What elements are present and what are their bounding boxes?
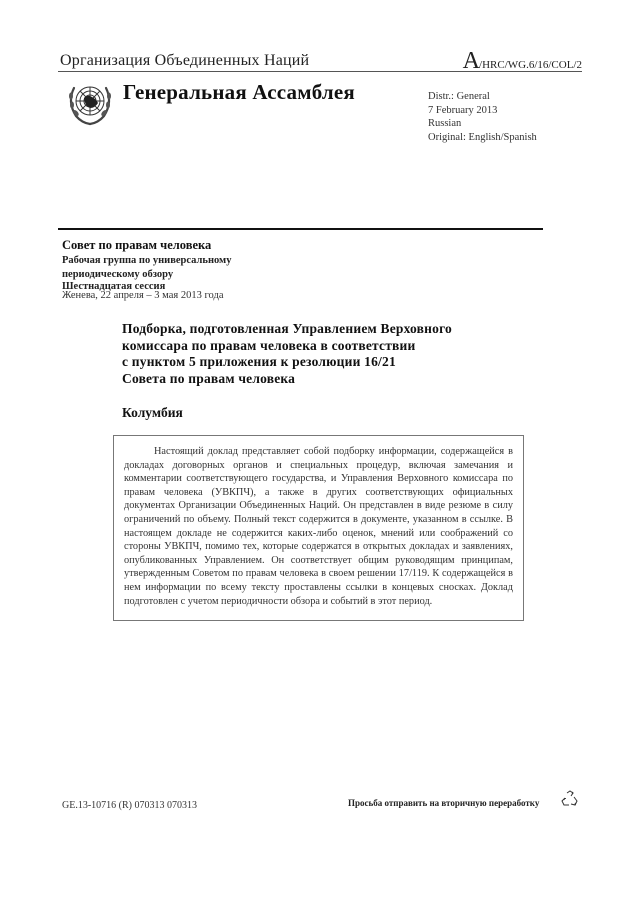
title-line1: Подборка, подготовленная Управлением Верховного: [122, 321, 453, 336]
working-group-line1: Рабочая группа по универсальному: [62, 255, 232, 266]
place-date: Женева, 22 апреля – 3 мая 2013 года: [62, 290, 224, 301]
title-line3: с пунктом 5 приложения к резолюции 16/21: [122, 354, 396, 369]
country-name: Колумбия: [122, 405, 183, 420]
recycle-note: Просьба отправить на вторичную переработку: [348, 798, 540, 808]
working-group: [62, 254, 231, 281]
title-line2: комиссара по правам человека в соответствии: [122, 337, 416, 353]
summary-box: [113, 435, 524, 621]
general-assembly-title: Генеральная Ассамблея: [123, 80, 355, 104]
organization-name: Организация Объединенных Наций: [60, 52, 310, 69]
distr-original: Original: English/Spanish: [428, 131, 537, 143]
session-name: Шестнадцатая сессия: [62, 281, 166, 292]
distr-label: Distr.: General: [428, 91, 490, 102]
header-rule: [58, 71, 582, 72]
job-number: GE.13-10716 (R) 070313 070313: [62, 800, 197, 811]
working-group-line2: периодическому обзору: [62, 268, 174, 280]
distr-language: Russian: [428, 118, 462, 129]
distr-date: 7 February 2013: [428, 104, 498, 116]
distribution-block: [428, 90, 537, 144]
symbol-prefix: A: [462, 48, 480, 74]
recycle-icon: [560, 790, 580, 808]
title-line4: Совета по правам человека: [122, 370, 296, 386]
symbol-rest: /HRC/WG.6/16/COL/2: [479, 59, 582, 71]
section-rule: [58, 228, 543, 230]
un-emblem-icon: [64, 78, 116, 128]
council-name: Совет по правам человека: [62, 238, 212, 252]
summary-text: Настоящий доклад представляет собой подборку информации, содержащейся в докладах договорных органов и специальных процедур, включая замечания и комментарии соответствующего государства, и Управления Верховного комиссара по правам человека (УВКПЧ), а также в других соответствующих официальных документах Организации Объединенных Наций. Он представлен в виде резюме в силу ограничений по объему. Полный текст содержится в документе, указанном в ссылке. В настоящем докладе не содержится каких-либо оценок, мнений или соображений со стороны УВКПЧ, помимо тех, которые содержатся в открытых докладах и заявлениях, опубликованных Управлением. Он соответствует общим руководящим принципам, утвержденным Советом по правам человека в своем решении 17/119. К содержащейся в нем информации по всему тексту проставлены ссылки в концевых сносках. Доклад подготовлен с учетом периодичности обзора и событий в этот период.: [124, 446, 513, 607]
document-title: [122, 321, 452, 387]
